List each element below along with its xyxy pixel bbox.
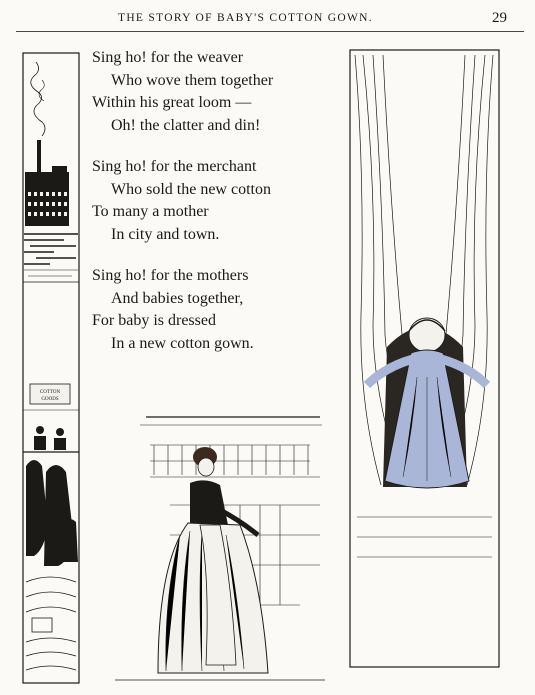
poem-line: Sing ho! for the mothers <box>92 267 249 284</box>
header-rule <box>16 31 524 32</box>
curtain-drawing <box>347 47 502 670</box>
stanza-3 <box>92 265 332 355</box>
strip-drawing <box>22 52 80 684</box>
poem-line: Sing ho! for the merchant <box>92 158 257 175</box>
poem-line: In a new cotton gown. <box>111 334 254 352</box>
poem <box>92 47 332 374</box>
baby-in-cotton-gown-illustration <box>347 47 502 670</box>
poem-line: Sing ho! for the weaver <box>92 49 244 66</box>
poem-line: And babies together, <box>111 289 244 307</box>
poem-line: Oh! the clatter and din! <box>111 116 261 134</box>
factory-and-shop-strip-illustration <box>22 52 80 684</box>
sign-text-line-1: COTTON <box>39 390 61 395</box>
poem-line: In city and town. <box>111 225 220 243</box>
poem-line: For baby is dressed <box>92 312 216 329</box>
sign-text-line-2: GOODS <box>41 397 59 402</box>
poem-line: Who wove them together <box>111 71 274 89</box>
stanza-1 <box>92 47 332 137</box>
shop-clerk-illustration <box>110 405 332 685</box>
running-title: THE STORY OF BABY'S COTTON GOWN. <box>118 12 373 24</box>
clerk-drawing <box>110 405 332 685</box>
stanza-2 <box>92 156 332 246</box>
page-number: 29 <box>492 10 507 26</box>
poem-line: To many a mother <box>92 203 209 220</box>
poem-line: Who sold the new cotton <box>111 180 271 198</box>
running-head <box>0 10 535 30</box>
poem-line: Within his great loom — <box>92 94 252 111</box>
